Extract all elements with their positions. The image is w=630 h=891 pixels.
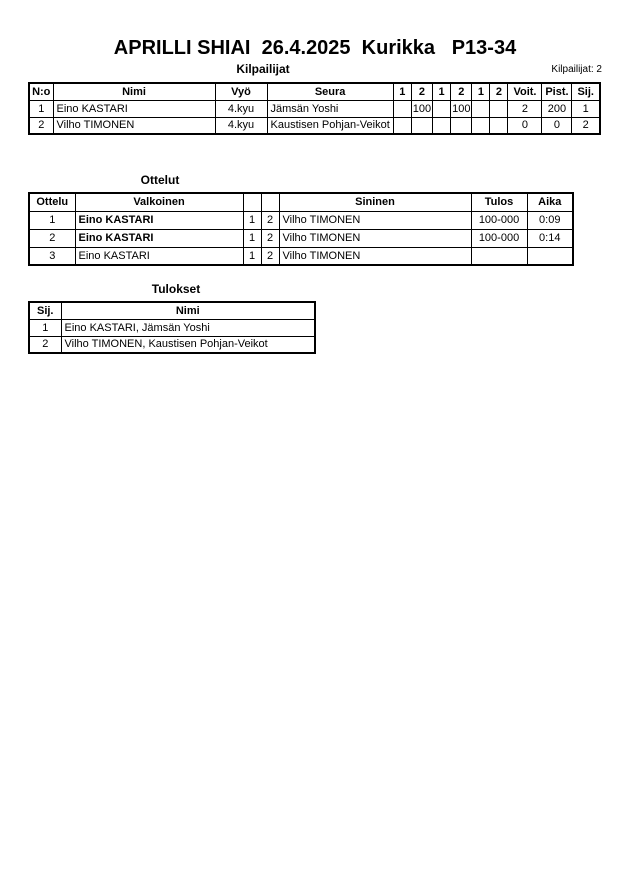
competitor-belt: 4.kyu (215, 100, 267, 117)
matches-table (28, 192, 574, 266)
col-header-nimi: Nimi (53, 83, 215, 100)
col-header-tulos: Tulos (471, 193, 527, 211)
match-white-name: Eino KASTARI (75, 211, 243, 229)
col-header-score-5: 1 (472, 83, 490, 100)
col-header-sij: Sij. (29, 302, 61, 319)
results-section-heading: Tulokset (151, 282, 201, 296)
col-header-voit: Voit. (508, 83, 542, 100)
match-no: 3 (29, 247, 75, 265)
competitor-no: 2 (29, 117, 53, 134)
match-num-2: 2 (261, 211, 279, 229)
col-header-score-3: 1 (433, 83, 451, 100)
match-result (471, 247, 527, 265)
match-result: 100-000 (471, 229, 527, 247)
match-white-name: Eino KASTARI (75, 247, 243, 265)
match-white-name: Eino KASTARI (75, 229, 243, 247)
result-row (29, 319, 315, 336)
col-header-aika: Aika (527, 193, 573, 211)
col-header-score-2: 2 (411, 83, 432, 100)
col-header-sij: Sij. (572, 83, 600, 100)
col-header-score-1: 1 (393, 83, 411, 100)
competitor-points: 0 (542, 117, 572, 134)
competitor-wins: 0 (508, 117, 542, 134)
match-num-2: 2 (261, 247, 279, 265)
score-cell (393, 100, 411, 117)
match-no: 2 (29, 229, 75, 247)
match-time (527, 247, 573, 265)
col-header-vyo: Vyö (215, 83, 267, 100)
score-cell (472, 100, 490, 117)
col-header-nimi: Nimi (61, 302, 315, 319)
col-header-sininen: Sininen (279, 193, 471, 211)
results-table (28, 301, 316, 354)
competitors-header-row (29, 83, 600, 100)
col-header-no: N:o (29, 83, 53, 100)
match-row (29, 247, 573, 265)
competitor-club: Kaustisen Pohjan-Veikot (267, 117, 393, 134)
competitors-count-label: Kilpailijat: 2 (551, 64, 602, 75)
match-time: 0:09 (527, 211, 573, 229)
page-title: APRILLI SHIAI 26.4.2025 Kurikka P13-34 (113, 37, 517, 59)
competitors-table (28, 82, 601, 135)
competitor-club: Jämsän Yoshi (267, 100, 393, 117)
score-cell: 100 (411, 100, 432, 117)
score-cell (490, 117, 508, 134)
competitor-row (29, 100, 600, 117)
competitors-heading-row (28, 62, 602, 77)
results-header-row (29, 302, 315, 319)
competitor-name: Vilho TIMONEN (53, 117, 215, 134)
competitor-wins: 2 (508, 100, 542, 117)
col-header-spacer-1 (243, 193, 261, 211)
competitor-name: Eino KASTARI (53, 100, 215, 117)
match-no: 1 (29, 211, 75, 229)
match-time: 0:14 (527, 229, 573, 247)
score-cell: 100 (451, 100, 472, 117)
result-row (29, 336, 315, 353)
score-cell (393, 117, 411, 134)
col-header-spacer-2 (261, 193, 279, 211)
match-num-1: 1 (243, 229, 261, 247)
score-cell (472, 117, 490, 134)
matches-header-row (29, 193, 573, 211)
result-rank: 1 (29, 319, 61, 336)
score-cell (411, 117, 432, 134)
competitors-section-heading: Kilpailijat (236, 62, 290, 76)
result-rank: 2 (29, 336, 61, 353)
match-blue-name: Vilho TIMONEN (279, 229, 471, 247)
competitor-rank: 1 (572, 100, 600, 117)
match-row (29, 211, 573, 229)
competitor-belt: 4.kyu (215, 117, 267, 134)
col-header-valkoinen: Valkoinen (75, 193, 243, 211)
col-header-score-4: 2 (451, 83, 472, 100)
col-header-score-6: 2 (490, 83, 508, 100)
match-num-1: 1 (243, 211, 261, 229)
col-header-seura: Seura (267, 83, 393, 100)
col-header-ottelu: Ottelu (29, 193, 75, 211)
score-cell (433, 117, 451, 134)
competitor-points: 200 (542, 100, 572, 117)
competitor-row (29, 117, 600, 134)
score-cell (490, 100, 508, 117)
score-cell (451, 117, 472, 134)
competitor-rank: 2 (572, 117, 600, 134)
col-header-pist: Pist. (542, 83, 572, 100)
score-cell (433, 100, 451, 117)
match-row (29, 229, 573, 247)
result-name: Eino KASTARI, Jämsän Yoshi (61, 319, 315, 336)
matches-section-heading: Ottelut (140, 173, 180, 187)
match-num-1: 1 (243, 247, 261, 265)
match-blue-name: Vilho TIMONEN (279, 211, 471, 229)
competitor-no: 1 (29, 100, 53, 117)
result-name: Vilho TIMONEN, Kaustisen Pohjan-Veikot (61, 336, 315, 353)
match-blue-name: Vilho TIMONEN (279, 247, 471, 265)
match-num-2: 2 (261, 229, 279, 247)
match-result: 100-000 (471, 211, 527, 229)
